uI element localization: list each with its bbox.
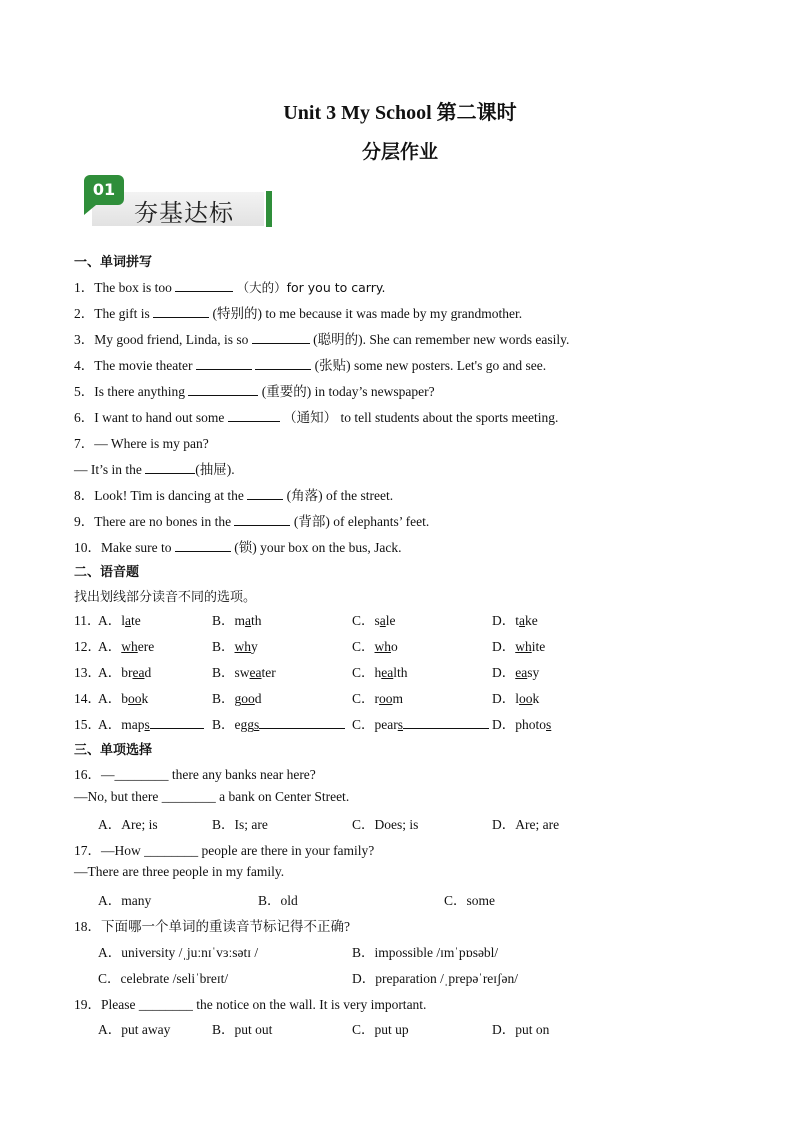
phonics-option [212, 713, 345, 733]
option-b: B．impossible /ɪmˈpɒsəbl/ [352, 945, 499, 960]
underlined-part: ea [132, 665, 145, 680]
question-number: 11． [74, 613, 101, 628]
option-d: D．Are; are [492, 817, 560, 832]
question-number: 14． [74, 691, 101, 706]
question-text: My good friend, Linda, is so [94, 332, 249, 347]
answer-blank [403, 716, 489, 729]
question-hint: (聪明的). She can remember new words easily. [313, 332, 570, 347]
question-number: 3． [74, 332, 95, 347]
question-hint: (特别的) to me because it was made by my grandmother. [212, 306, 523, 321]
option-letter: D． [492, 691, 516, 706]
option-b: B．old [258, 893, 298, 908]
question-16: 16．—________ there any banks near here? [74, 767, 316, 782]
question-number: 2． [74, 306, 95, 321]
phonics-option [352, 609, 396, 629]
section-instruction: 找出划线部分读音不同的选项。 [74, 590, 257, 605]
option-post: ke [525, 613, 538, 628]
question-5 [74, 380, 435, 400]
underlined-part: s [144, 717, 150, 732]
underlined-part: wh [374, 639, 392, 654]
phonics-option [492, 635, 545, 655]
option-pre: h [374, 665, 382, 680]
question-4 [74, 354, 546, 374]
question-17-line2: —There are three people in my family. [74, 864, 285, 879]
answer-blank [150, 716, 204, 729]
option-letter: B． [212, 613, 235, 628]
option-letter: B． [212, 691, 235, 706]
question-7-answer [74, 458, 235, 478]
option-pre: g [234, 691, 242, 706]
question-19: 19．Please ________ the notice on the wall. It is very important. [74, 997, 427, 1012]
underlined-part: a [379, 613, 386, 628]
phonics-option [212, 687, 262, 707]
option-letter: B． [212, 639, 235, 654]
question-number: 13． [74, 665, 101, 680]
option-post: d [144, 665, 152, 680]
underlined-part: oo [241, 691, 255, 706]
option-pre: br [121, 665, 133, 680]
answer-blank [175, 279, 233, 292]
option-post: sy [527, 665, 540, 680]
underlined-part: s [546, 717, 552, 732]
option-letter: C． [352, 613, 375, 628]
badge-label: 夯基达标 [134, 199, 234, 227]
question-number: 15． [74, 717, 101, 732]
underlined-part: ea [381, 665, 394, 680]
answer-blank [259, 716, 345, 729]
option-pre: map [121, 717, 145, 732]
question-number: 10． [74, 540, 101, 555]
underlined-part: a [519, 613, 526, 628]
section-heading: 三、单项选择 [74, 743, 153, 758]
option-post: o [391, 639, 398, 654]
phonics-option [352, 635, 398, 655]
underlined-part: s [397, 717, 404, 732]
answer-blank [228, 409, 280, 422]
option-letter: D． [492, 639, 516, 654]
question-8 [74, 484, 393, 504]
question-number: 6． [74, 410, 95, 425]
question-hint: （通知） to tell students about the sports meeting. [283, 410, 559, 425]
option-c: C．put up [352, 1022, 409, 1037]
question-1 [74, 276, 385, 296]
badge-accent-bar [266, 191, 272, 227]
question-3 [74, 328, 569, 348]
question-number: 5． [74, 384, 95, 399]
option-post: ite [531, 639, 546, 654]
option-post: lth [393, 665, 408, 680]
option-pre: l [121, 613, 126, 628]
option-a: A．many [98, 893, 152, 908]
question-text: I want to hand out some [94, 410, 225, 425]
question-hint: （大的）for you to carry. [236, 280, 386, 295]
phonics-option [98, 687, 148, 707]
phonics-option [352, 713, 489, 733]
option-pre: m [234, 613, 246, 628]
option-post: ere [137, 639, 155, 654]
underlined-part: s [254, 717, 260, 732]
option-pre: egg [234, 717, 255, 732]
underlined-part: oo [519, 691, 533, 706]
underlined-part: oo [128, 691, 142, 706]
option-a: A．Are; is [98, 817, 158, 832]
phonics-option [98, 635, 154, 655]
option-post: k [141, 691, 149, 706]
answer-blank [175, 539, 231, 552]
question-hint: (角落) of the street. [286, 488, 394, 503]
question-text: Is there anything [94, 384, 185, 399]
option-pre: t [515, 613, 520, 628]
option-c: C．some [444, 893, 496, 908]
question-text: — Where is my pan? [94, 436, 209, 451]
phonics-option [492, 661, 539, 681]
answer-blank [188, 383, 258, 396]
option-a: A．put away [98, 1022, 171, 1037]
option-post: d [254, 691, 262, 706]
option-letter: A． [98, 691, 122, 706]
section-heading: 一、单词拼写 [74, 255, 153, 270]
option-b: B．Is; are [212, 817, 268, 832]
question-16-line2: —No, but there ________ a bank on Center Street. [74, 789, 350, 804]
page-title: Unit 3 My School 第二课时 [283, 102, 517, 124]
option-pre: sw [234, 665, 250, 680]
option-letter: D． [492, 613, 516, 628]
question-7 [74, 432, 209, 452]
option-post: le [385, 613, 396, 628]
option-letter: C． [352, 691, 375, 706]
option-b: B．put out [212, 1022, 273, 1037]
option-post: m [392, 691, 404, 706]
answer-blank [145, 461, 195, 474]
answer-blank [234, 513, 290, 526]
section-badge [84, 175, 274, 231]
option-pre: b [121, 691, 128, 706]
option-letter: C． [352, 665, 375, 680]
question-text: The box is too [94, 280, 172, 295]
underlined-part: ea [249, 665, 262, 680]
question-hint: (锁) your box on the bus, Jack. [234, 540, 402, 555]
phonics-option [352, 687, 403, 707]
option-letter: A． [98, 639, 122, 654]
option-pre: s [374, 613, 380, 628]
option-letter: A． [98, 717, 122, 732]
question-number: 7． [74, 436, 95, 451]
option-c: C．celebrate /seliˈbreɪt/ [98, 971, 229, 986]
answer-blank [255, 357, 311, 370]
option-post: th [251, 613, 262, 628]
question-text: The movie theater [94, 358, 193, 373]
option-letter: B． [212, 717, 235, 732]
question-text: There are no bones in the [94, 514, 232, 529]
question-17: 17．—How ________ people are there in your family? [74, 843, 375, 858]
underlined-part: ea [515, 665, 528, 680]
question-number: 4． [74, 358, 95, 373]
question-text: — It’s in the [74, 462, 142, 477]
option-post: y [251, 639, 258, 654]
page-subtitle: 分层作业 [361, 141, 438, 163]
option-post: k [532, 691, 540, 706]
option-pre: r [374, 691, 380, 706]
answer-blank [196, 357, 252, 370]
underlined-part: wh [515, 639, 532, 654]
underlined-part: wh [121, 639, 138, 654]
phonics-option [352, 661, 408, 681]
phonics-option [98, 661, 151, 681]
question-hint: (抽屉). [195, 462, 235, 477]
option-post: te [131, 613, 141, 628]
phonics-option [492, 687, 539, 707]
option-letter: B． [212, 665, 235, 680]
question-text: The gift is [94, 306, 150, 321]
option-letter: C． [352, 639, 375, 654]
underlined-part: a [245, 613, 252, 628]
question-text: Look! Tim is dancing at the [94, 488, 244, 503]
answer-blank [252, 331, 310, 344]
badge-tail-shape [84, 205, 96, 215]
phonics-option [98, 609, 141, 629]
option-letter: D． [492, 665, 516, 680]
underlined-part: a [125, 613, 132, 628]
phonics-option [212, 635, 258, 655]
question-number: 9． [74, 514, 95, 529]
answer-blank [153, 305, 209, 318]
underlined-part: wh [234, 639, 252, 654]
phonics-option [212, 609, 262, 629]
question-2 [74, 302, 522, 322]
option-letter: A． [98, 613, 122, 628]
question-hint: (张贴) some new posters. Let's go and see. [314, 358, 547, 373]
question-number: 8． [74, 488, 95, 503]
phonics-option [98, 713, 204, 733]
option-letter: A． [98, 665, 122, 680]
option-d: D．preparation /ˌprepəˈreɪʃən/ [352, 971, 519, 986]
underlined-part: oo [379, 691, 393, 706]
question-10 [74, 536, 401, 556]
option-a: A．university /ˌjuːnɪˈvɜːsətɪ / [98, 945, 259, 960]
phonics-option [212, 661, 276, 681]
badge-number: 01 [84, 175, 124, 205]
section-heading: 二、语音题 [74, 565, 140, 580]
question-number: 1． [74, 280, 95, 295]
phonics-option [492, 609, 538, 629]
option-pre: l [515, 691, 520, 706]
question-hint: (背部) of elephants’ feet. [293, 514, 430, 529]
question-hint: (重要的) in today’s newspaper? [261, 384, 435, 399]
option-pre: pear [374, 717, 398, 732]
phonics-option [492, 713, 551, 733]
option-d: D．put on [492, 1022, 550, 1037]
option-letter: D． [492, 717, 516, 732]
option-post: ter [261, 665, 276, 680]
question-number: 12． [74, 639, 101, 654]
option-pre: photo [515, 717, 547, 732]
question-9 [74, 510, 429, 530]
option-letter: C． [352, 717, 375, 732]
question-18: 18．下面哪一个单词的重读音节标记得不正确? [74, 919, 350, 934]
question-6 [74, 406, 558, 426]
question-text: Make sure to [101, 540, 172, 555]
option-c: C．Does; is [352, 817, 419, 832]
answer-blank [247, 487, 283, 500]
